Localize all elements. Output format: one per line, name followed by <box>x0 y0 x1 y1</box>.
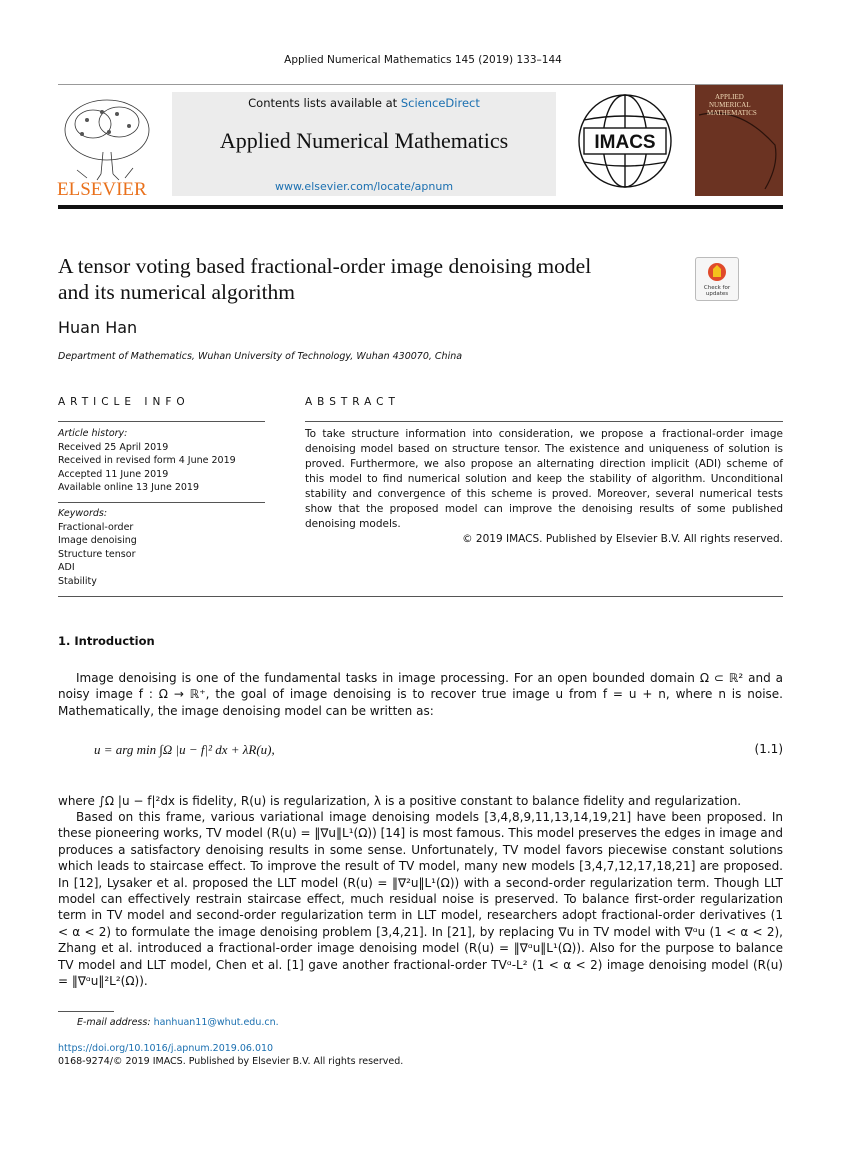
keyword: Fractional-order <box>58 521 134 533</box>
journal-banner <box>172 92 556 196</box>
abstract-heading: ABSTRACT <box>305 396 400 408</box>
cover-title-line: MATHEMATICS <box>707 109 757 117</box>
keywords <box>58 507 263 588</box>
affiliation: Department of Mathematics, Wuhan University of Technology, Wuhan 430070, China <box>58 351 463 362</box>
contents-prefix: Contents lists available at <box>248 96 401 110</box>
abstract-text: To take structure information into consideration, we propose a fractional-order image denoising model based on structure tensor. The existence and uniqueness of solution is proved. Furthermore, we also propose an alternating direction implicit (ADI) scheme of this model to find numerical solution and keep the stability of algorithm. Unconditional stability and convergence of this scheme is proved. Moreover, several numerical tests show that the proposed model can improve the denoising results of some published denoising models. <box>305 428 783 530</box>
keyword: Structure tensor <box>58 548 136 560</box>
history-item: Accepted 11 June 2019 <box>58 468 169 480</box>
abstract-body <box>305 427 783 547</box>
imacs-logo[interactable] <box>576 86 674 196</box>
email-link[interactable]: hanhuan11@whut.edu.cn. <box>153 1017 279 1028</box>
sciencedirect-link[interactable]: ScienceDirect <box>400 96 480 110</box>
article-title-line: and its numerical algorithm <box>58 280 296 304</box>
issn-line: 0168-9274/© 2019 IMACS. Published by Elsevier B.V. All rights reserved. <box>58 1056 404 1067</box>
cover-art-icon <box>695 85 783 196</box>
journal-url[interactable]: www.elsevier.com/locate/apnum <box>274 180 454 193</box>
history-item: Available online 13 June 2019 <box>58 482 200 493</box>
keywords-label: Keywords: <box>58 508 108 519</box>
cover-title-line: NUMERICAL <box>709 101 751 109</box>
author-name: Huan Han <box>58 318 138 337</box>
equation-1-1 <box>94 732 783 784</box>
article-title <box>58 253 678 305</box>
article-info-heading: ARTICLE INFO <box>58 396 190 408</box>
globe-icon <box>576 86 674 196</box>
running-head: Applied Numerical Mathematics 145 (2019) 133–144 <box>284 54 562 66</box>
history-label: Article history: <box>58 428 128 439</box>
elsevier-wordmark: ELSEVIER <box>57 179 147 198</box>
cover-title-line: APPLIED <box>715 93 744 101</box>
elsevier-tree-icon <box>57 92 157 198</box>
keyword: Stability <box>58 575 97 587</box>
check-updates-icon <box>696 258 738 300</box>
check-for-updates-button[interactable] <box>695 257 739 301</box>
imacs-wordmark: IMACS <box>594 132 656 153</box>
footnote-email <box>77 1017 279 1028</box>
section-rule <box>58 596 783 597</box>
journal-title[interactable]: Applied Numerical Mathematics <box>219 128 509 153</box>
elsevier-logo[interactable] <box>57 92 157 198</box>
footnote-rule <box>58 1011 114 1012</box>
intro-paragraph: Image denoising is one of the fundamental tasks in image processing. For an open bounded domain Ω ⊂ ℝ² and a noisy image f : Ω → ℝ⁺, the goal of image denoising is to recover true image u from f = u + n, where n is noise. Mathematically, the image denoising model can be written as: <box>58 671 783 718</box>
section-rule <box>305 421 783 422</box>
article-history <box>58 427 263 495</box>
keyword: ADI <box>58 562 75 573</box>
intro-paragraph: Based on this frame, various variational image denoising models [3,4,8,9,11,13,14,19,21] have been proposed. In these pioneering works, TV model (R(u) = ‖∇u‖L¹(Ω)) [14] is most famous. This model preserves the edges in image and produces a satisfactory denoising results in some sense. Unfortunately, TV model favors piecewise constant solutions which leads to staircase effect. To improve the result of TV model, many new models [3,4,7,12,17,18,21] are proposed. In [12], Lysaker et al. proposed the LLT model (R(u) = ‖∇²u‖L¹(Ω)) with a second-order regularization term. Though LLT model can effectively restrain staircase effect, much residual noise is preserved. To balance first-order regularization term in TV model and second-order regularization term in LLT model, researchers adopt fractional-order derivatives (1 < α < 2) to formulate the image denoising problem [3,4,21]. In [21], by replacing ∇u in TV model with ∇ᵅu (1 < α < 2), Zhang et al. introduced a fractional-order image denoising model (R(u) = ‖∇ᵅu‖L¹(Ω)). Also for the purpose to balance TV model and LLT model, Chen et al. [1] gave another fractional-order TVᵅ-L² (1 < α < 2) image denoising model (R(u) = ‖∇ᵅu‖²L²(Ω)). <box>58 810 783 989</box>
email-label: E-mail address: <box>77 1017 154 1028</box>
article-title-line: A tensor voting based fractional-order image denoising model <box>58 254 592 278</box>
journal-cover-image[interactable] <box>695 85 783 196</box>
intro-paragraph: where ∫Ω |u − f|²dx is fidelity, R(u) is regularization, λ is a positive constant to balance fidelity and regularization. <box>58 794 742 808</box>
equation-body: u = arg min ∫Ω |u − f|² dx + λR(u), <box>94 742 275 757</box>
check-updates-label: Check for <box>703 285 731 291</box>
section-rule <box>58 421 265 422</box>
abstract-copyright: © 2019 IMACS. Published by Elsevier B.V. All rights reserved. <box>462 533 783 545</box>
history-item: Received 25 April 2019 <box>58 441 169 453</box>
header-rule-thick <box>58 205 783 209</box>
check-updates-label: updates <box>705 291 729 297</box>
doi-link[interactable]: https://doi.org/10.1016/j.apnum.2019.06.010 <box>58 1043 274 1054</box>
header-rule <box>58 84 783 85</box>
equation-number: (1.1) <box>754 742 783 756</box>
contents-line <box>172 96 556 110</box>
section-heading-introduction: 1. Introduction <box>58 634 155 648</box>
history-item: Received in revised form 4 June 2019 <box>58 455 236 466</box>
section-rule <box>58 502 265 503</box>
keyword: Image denoising <box>58 535 137 546</box>
